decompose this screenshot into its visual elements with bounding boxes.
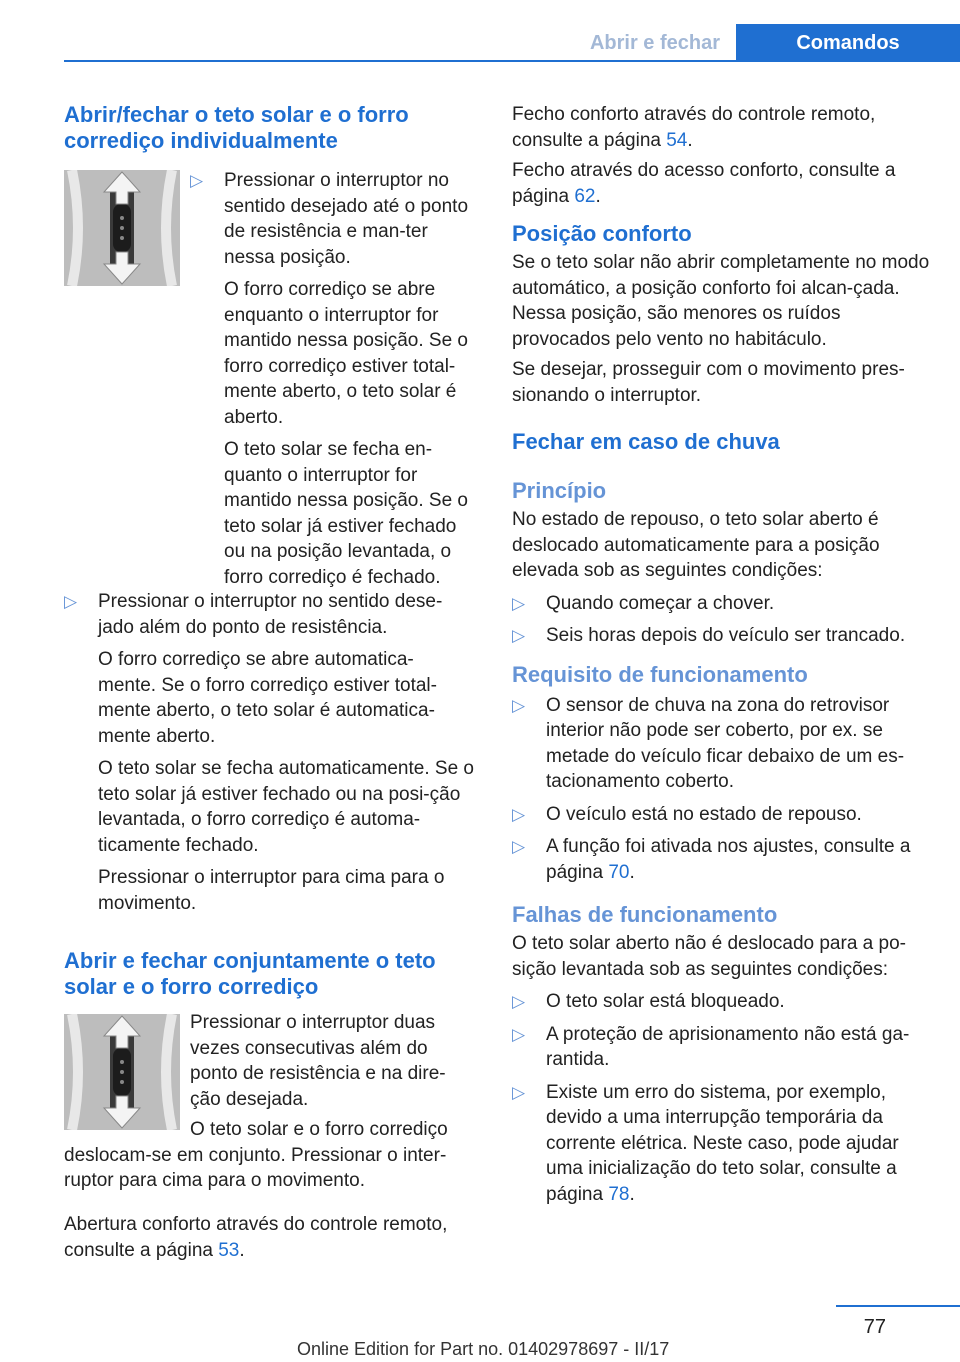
bullet-triangle-icon: ▷ — [512, 837, 526, 856]
bullet-triangle-icon: ▷ — [190, 171, 204, 190]
heading-rain: Fechar em caso de chuva — [512, 429, 780, 454]
list-item-text: A proteção de aprisionamento não está ga‐rantida. — [546, 1023, 910, 1070]
paragraph: Se desejar, prosseguir com o movimento pres‐sionando o interruptor. — [512, 359, 905, 406]
paragraph-remote-close — [512, 102, 912, 153]
page-link-53[interactable]: 53 — [218, 1239, 240, 1261]
page-link-54[interactable]: 54 — [666, 129, 688, 151]
paragraph-remote-open — [64, 1212, 474, 1263]
bullet-triangle-icon: ▷ — [512, 1082, 526, 1102]
paragraph-text: Fecho através do acesso conforto, consulte a página — [512, 160, 896, 207]
list-item-text: O sensor de chuva na zona do retrovisor interior não pode ser coberto, por ex. se metade do veículo ficar debaixo de um es‐tacionamento coberto. — [546, 694, 905, 792]
paragraph: O teto solar se fecha automaticamente. Se o teto solar já estiver fechado ou na posi‐ção levantada, o forro corrediço é automa‐ticamente fechado. — [98, 758, 474, 856]
bullet-triangle-icon: ▷ — [512, 1024, 526, 1044]
paragraph — [64, 1117, 480, 1194]
section-tab: Abrir e fechar — [589, 32, 721, 54]
list-item-text: O veículo está no estado de repouso. — [546, 803, 862, 825]
list-item — [190, 168, 480, 590]
list-item-text: . — [629, 1183, 635, 1205]
paragraph: No estado de repouso, o teto solar aberto é deslocado automaticamente para a posição elevada sob as seguintes condições: — [512, 509, 880, 581]
paragraph-text: . — [687, 129, 693, 151]
switch-image — [64, 1014, 180, 1130]
list-item-text: Existe um erro do sistema, por exemplo, devido a uma interrupção temporária da corrente elétrica. Neste caso, pode ajudar uma inicialização do teto solar, consulte a página — [546, 1081, 899, 1205]
heading-joint: Abrir e fechar conjuntamente o teto solar e o forro corrediço — [64, 948, 436, 999]
bullet-triangle-icon: ▷ — [64, 592, 78, 611]
paragraph: Pressionar o interruptor para cima para o movimento. — [98, 867, 445, 914]
paragraph: O teto solar aberto não é deslocado para a po‐sição levantada sob as seguintes condições: — [512, 933, 906, 980]
paragraph: Se o teto solar não abrir completamente no modo automático, a posição conforto foi alcan‐çada. Nessa posição, são menores os ruídos provocados pelo vento no habitáculo. — [512, 252, 930, 350]
list-item — [512, 623, 930, 649]
paragraph: Pressionar o interruptor duas vezes consecutivas além do ponto de resistência e na dire‐ção desejada. — [190, 1012, 446, 1110]
list-item — [64, 589, 480, 916]
list-item-text: Pressionar o interruptor no sentido desejado até o ponto de resistência e man‐ter nessa posição. — [224, 170, 469, 268]
list-item-text: Pressionar o interruptor no sentido dese‐jado além do ponto de resistência. — [98, 591, 443, 638]
heading-requirement: Requisito de funcionamento — [512, 661, 808, 687]
page-footer — [0, 1290, 960, 1362]
paragraph: O forro corrediço se abre automatica‐mente. Se o forro corrediço estiver total‐mente aberto, o teto solar é automatica‐mente aberto. — [98, 649, 437, 747]
switch-illustration-2 — [64, 1014, 180, 1130]
list-item-text: Seis horas depois do veículo ser trancado. — [546, 625, 906, 646]
paragraph-text: Fecho conforto através do controle remoto, consulte a página — [512, 104, 876, 151]
paragraph-text: . — [595, 185, 601, 207]
heading-individual: Abrir/fechar o teto solar e o forro corrediço individualmente — [64, 102, 409, 153]
list-item-text: A função foi ativada nos ajustes, consulte a página — [546, 836, 911, 883]
page-header — [0, 0, 960, 62]
right-column — [512, 102, 930, 1207]
edition-line: Online Edition for Part no. 01402978697 - II/17 — [297, 1339, 670, 1359]
heading-faults: Falhas de funcionamento — [512, 902, 778, 927]
page-link-62[interactable]: 62 — [574, 185, 596, 207]
list-item — [512, 802, 930, 828]
list-item — [512, 693, 930, 795]
heading-principle: Princípio — [512, 478, 607, 503]
list-item — [512, 1080, 930, 1208]
header-rule — [64, 60, 960, 62]
paragraph: O teto solar se fecha en‐quanto o interruptor for mantido nessa posição. Se o teto solar já estiver fechado ou na posição levantada, o forro corrediço é fechado. — [224, 439, 468, 588]
bullet-triangle-icon: ▷ — [512, 593, 526, 613]
bullet-triangle-icon: ▷ — [512, 992, 526, 1011]
switch-illustration-1 — [64, 170, 180, 286]
list-item-text: Quando começar a chover. — [546, 592, 775, 614]
bullet-triangle-icon: ▷ — [512, 626, 526, 645]
paragraph-text: Abertura conforto através do controle remoto, consulte a página — [64, 1214, 448, 1261]
paragraph-text: O teto solar e o forro corrediço deslocam-se em conjunto. Pressionar o inter‐ruptor para cima para o movimento. — [64, 1119, 448, 1191]
list-item — [512, 989, 930, 1015]
page-link-70[interactable]: 70 — [608, 861, 630, 883]
footer-rule — [836, 1305, 960, 1307]
list-item-text: O teto solar está bloqueado. — [546, 991, 785, 1012]
list-item — [512, 1022, 930, 1073]
heading-comfort: Posição conforto — [512, 221, 692, 246]
list-item — [512, 834, 930, 885]
paragraph-text: . — [239, 1239, 245, 1261]
page-number: 77 — [863, 1316, 886, 1338]
bullet-triangle-icon: ▷ — [512, 804, 526, 824]
list-item-text: . — [629, 861, 635, 883]
paragraph: O forro corrediço se abre enquanto o interruptor for mantido nessa posição. Se o forro corrediço estiver total‐mente aberto, o teto solar é aberto. — [224, 279, 468, 428]
bullet-triangle-icon: ▷ — [512, 695, 526, 715]
chapter-tab: Comandos — [736, 24, 960, 62]
switch-image — [64, 170, 180, 286]
left-column — [64, 102, 480, 1261]
list-item — [512, 591, 930, 617]
paragraph-access-close — [512, 158, 912, 209]
page-link-78[interactable]: 78 — [608, 1183, 630, 1205]
